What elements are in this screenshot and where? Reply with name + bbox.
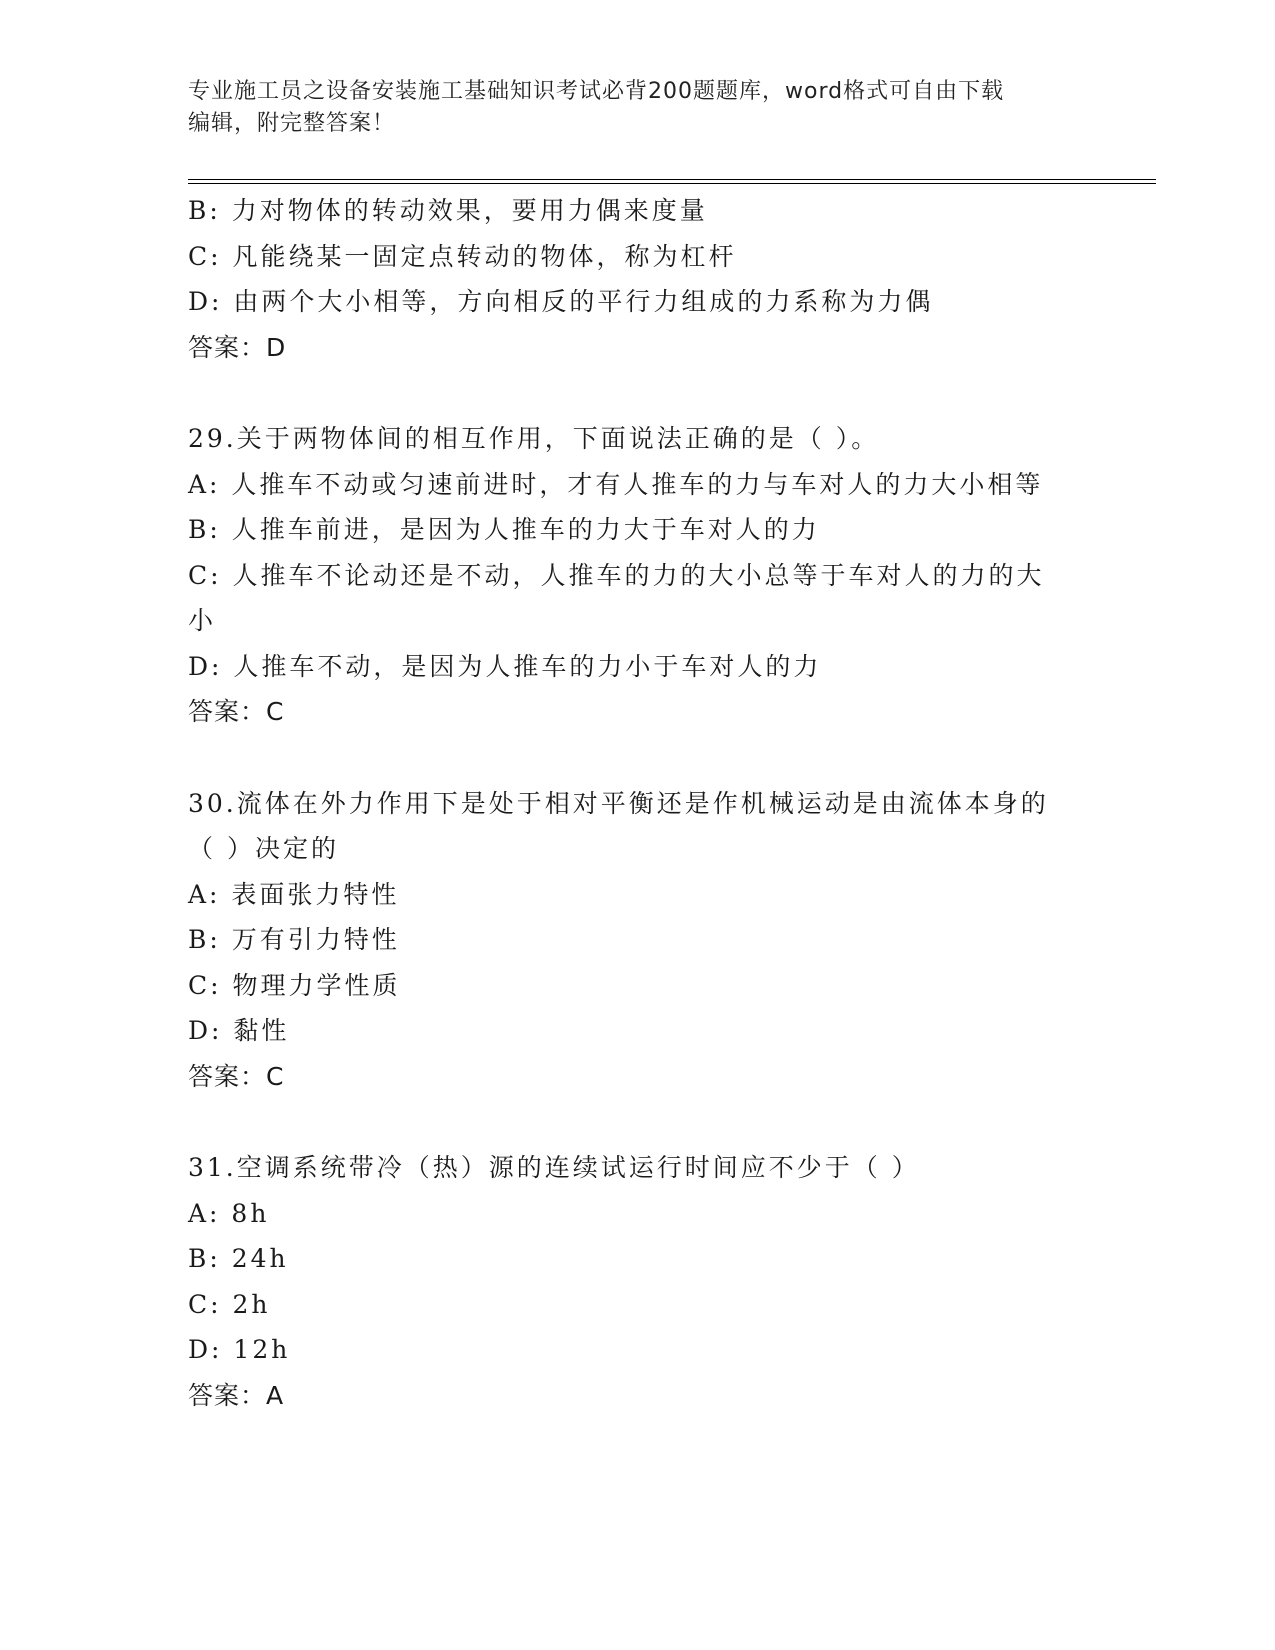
spacer [188, 1099, 1088, 1145]
q29-option-d: D: 人推车不动，是因为人推车的力小于车对人的力 [188, 651, 822, 681]
q31-answer: 答案：A [188, 1380, 285, 1410]
q29-option-b: B: 人推车前进，是因为人推车的力大于车对人的力 [188, 515, 820, 544]
q29-question: 29.关于两物体间的相互作用，下面说法正确的是（ ）。 [188, 424, 880, 453]
question-30-block [188, 781, 1088, 1100]
header-line-2: 编辑，附完整答案！ [188, 111, 396, 136]
q31-option-c: C: 2h [188, 1289, 271, 1319]
q31-question: 31.空调系统带冷（热）源的连续试运行时间应不少于（ ） [188, 1153, 920, 1182]
question-29-block [188, 416, 1088, 735]
question-31-block [188, 1145, 1088, 1418]
header-rule-top [188, 179, 1156, 180]
q28-option-b: B: 力对物体的转动效果，要用力偶来度量 [188, 196, 708, 225]
q29-answer: 答案：C [188, 697, 285, 726]
question-28-block [188, 188, 1088, 370]
q30-option-c: C: 物理力学性质 [188, 970, 401, 1000]
document-header [188, 76, 1088, 140]
question-content [188, 188, 1088, 1418]
header-rule-bottom [188, 183, 1156, 184]
q30-option-a: A: 表面张力特性 [188, 879, 400, 909]
q28-answer: 答案：D [188, 332, 287, 362]
q28-option-c: C: 凡能绕某一固定点转动的物体，称为杠杆 [188, 241, 737, 271]
header-line-1: 专业施工员之设备安装施工基础知识考试必背200题题库，word格式可自由下载 [188, 79, 1005, 104]
spacer [188, 370, 1088, 416]
q31-option-a: A: 8h [188, 1198, 270, 1228]
q30-question-line1: 30.流体在外力作用下是处于相对平衡还是作机械运动是由流体本身的 [188, 788, 1049, 818]
q30-answer: 答案：C [188, 1061, 285, 1091]
q30-option-b: B: 万有引力特性 [188, 925, 400, 954]
q31-option-b: B: 24h [188, 1244, 289, 1273]
q28-option-d: D: 由两个大小相等，方向相反的平行力组成的力系称为力偶 [188, 287, 934, 316]
q29-option-c-line2: 小 [188, 606, 217, 635]
spacer [188, 735, 1088, 781]
q30-question-line2: （ ）决定的 [188, 834, 339, 863]
q29-option-c-line1: C: 人推车不论动还是不动，人推车的力的大小总等于车对人的力的大 [188, 560, 1045, 590]
q31-option-d: D: 12h [188, 1335, 291, 1364]
q29-option-a: A: 人推车不动或匀速前进时，才有人推车的力与车对人的力大小相等 [188, 469, 1044, 499]
q30-option-d: D: 黏性 [188, 1016, 290, 1045]
